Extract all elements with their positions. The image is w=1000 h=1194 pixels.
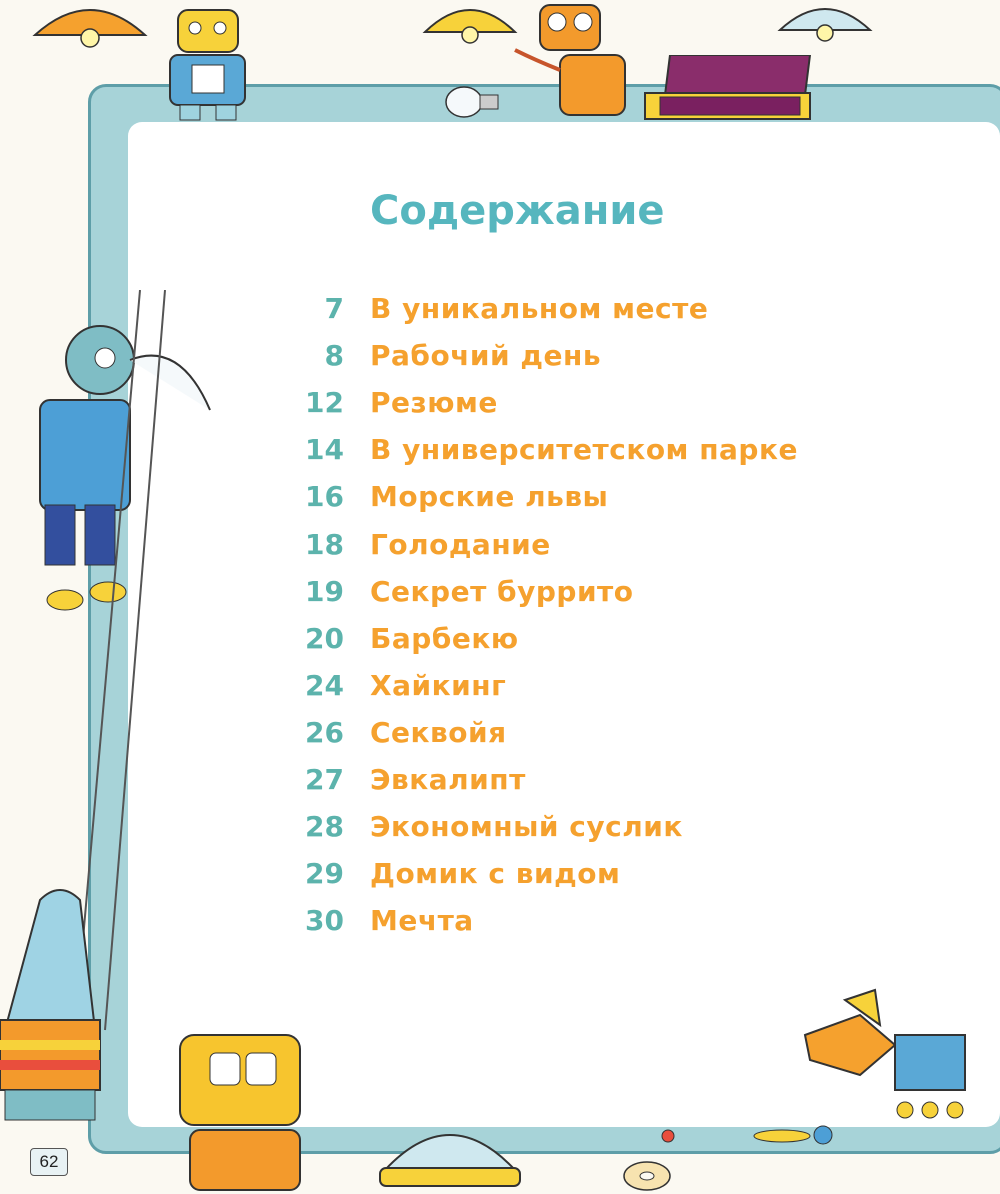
button-dot-icon <box>660 1128 676 1144</box>
toc-page-number: 28 <box>305 810 344 844</box>
toc-chapter-title: В университетском парке <box>370 433 798 467</box>
toc-page-number: 12 <box>305 386 344 420</box>
toc-entry[interactable] <box>290 850 890 897</box>
toc-chapter-title: Экономный суслик <box>370 810 683 844</box>
toc-page-number: 14 <box>305 433 344 467</box>
toc-entry[interactable] <box>290 473 890 520</box>
toc-chapter-title: Морские львы <box>370 480 609 514</box>
robot-icon <box>375 1110 525 1194</box>
toc-chapter-title: Секрет буррито <box>370 574 634 608</box>
lamp-icon <box>30 0 150 50</box>
button-dot-icon <box>812 1124 834 1146</box>
toc-entry[interactable] <box>290 332 890 379</box>
donut-icon <box>622 1158 672 1194</box>
toc-entry[interactable] <box>290 756 890 803</box>
lamp-icon <box>775 0 875 45</box>
toc-page-number: 24 <box>305 668 344 702</box>
robot-icon <box>160 985 340 1194</box>
toc-page-number: 7 <box>324 292 344 326</box>
robot-icon <box>150 0 280 122</box>
toc-page-number: 30 <box>305 904 344 938</box>
toc-page-number: 16 <box>305 480 344 514</box>
toc-page-number: 19 <box>305 574 344 608</box>
toc-entry[interactable] <box>290 520 890 567</box>
toolbox-icon <box>640 55 820 123</box>
toc-chapter-title: Резюме <box>370 386 498 420</box>
switch-icon <box>752 1128 812 1144</box>
table-of-contents <box>290 285 890 944</box>
toc-chapter-title: Мечта <box>370 904 474 938</box>
toc-entry[interactable] <box>290 803 890 850</box>
toc-chapter-title: Барбекю <box>370 621 519 655</box>
toc-chapter-title: В уникальном месте <box>370 292 709 326</box>
page-number: 62 <box>30 1148 68 1176</box>
toc-chapter-title: Хайкинг <box>370 668 507 702</box>
toc-entry[interactable] <box>290 285 890 332</box>
toc-page-number: 29 <box>305 857 344 891</box>
page-title: Содержание <box>370 188 665 234</box>
toc-chapter-title: Рабочий день <box>370 339 602 373</box>
toc-page-number: 18 <box>305 527 344 561</box>
toc-chapter-title: Домик с видом <box>370 857 621 891</box>
robot-icon <box>0 880 110 1140</box>
toc-chapter-title: Эвкалипт <box>370 762 526 796</box>
toc-page-number: 26 <box>305 715 344 749</box>
toc-entry[interactable] <box>290 897 890 944</box>
toc-entry[interactable] <box>290 568 890 615</box>
toc-page-number: 20 <box>305 621 344 655</box>
toc-entry[interactable] <box>290 426 890 473</box>
lightbulb-icon <box>442 82 502 122</box>
toc-entry[interactable] <box>290 615 890 662</box>
toc-entry[interactable] <box>290 709 890 756</box>
toc-entry[interactable] <box>290 379 890 426</box>
toc-page-number: 27 <box>305 762 344 796</box>
robot-icon <box>505 0 635 122</box>
toc-entry[interactable] <box>290 662 890 709</box>
toc-page-number: 8 <box>324 339 344 373</box>
toc-chapter-title: Секвойя <box>370 715 507 749</box>
robot-dog-icon <box>800 985 995 1125</box>
toc-chapter-title: Голодание <box>370 527 551 561</box>
